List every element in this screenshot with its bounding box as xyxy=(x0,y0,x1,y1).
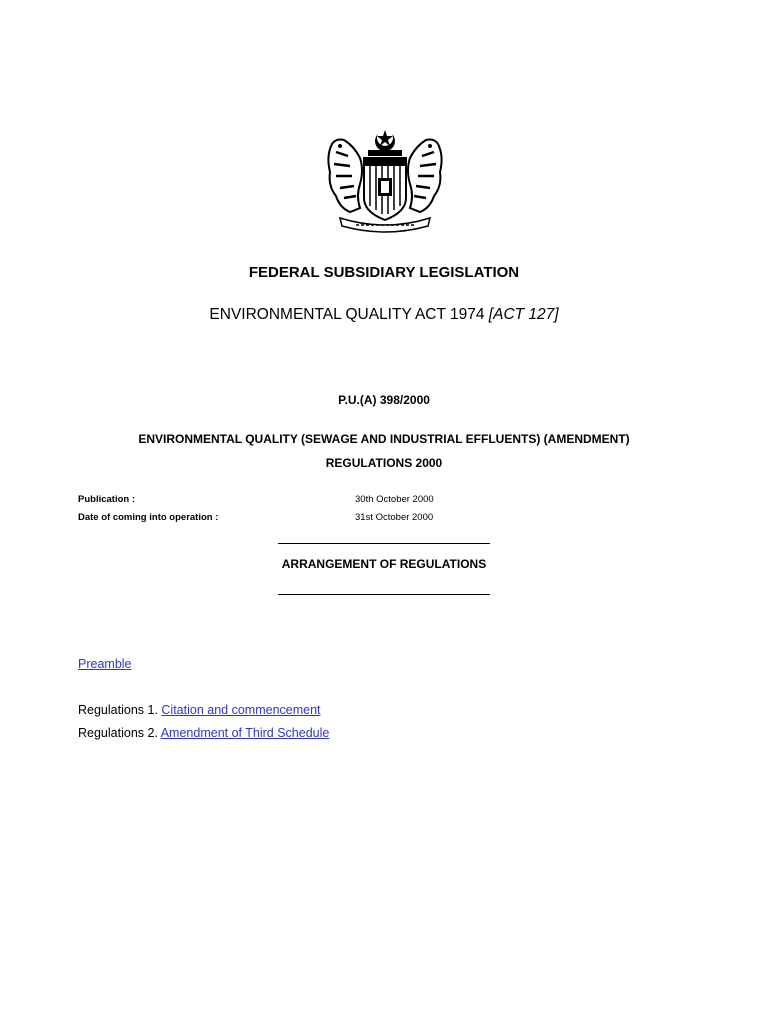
arrangement-heading: ARRANGEMENT OF REGULATIONS xyxy=(281,557,487,571)
act-reference: [ACT 127] xyxy=(488,306,559,323)
divider-bottom xyxy=(278,594,490,595)
instrument-number: P.U.(A) 398/2000 xyxy=(338,393,430,407)
regulation-title-line2: REGULATIONS 2000 xyxy=(325,456,443,470)
amendment-third-schedule-link[interactable]: Amendment of Third Schedule xyxy=(160,726,330,740)
act-name: ENVIRONMENTAL QUALITY ACT 1974 xyxy=(209,306,485,323)
coat-of-arms-emblem xyxy=(320,126,450,236)
act-title xyxy=(0,306,768,324)
operation-date: 31st October 2000 xyxy=(355,512,434,523)
toc-item xyxy=(78,726,329,740)
toc-item-prefix: Regulations 2. xyxy=(78,726,158,740)
legislation-heading: FEDERAL SUBSIDIARY LEGISLATION xyxy=(248,264,520,281)
operation-date-label: Date of coming into operation : xyxy=(78,512,219,523)
toc-item xyxy=(78,703,321,717)
publication-label: Publication : xyxy=(78,494,135,505)
preamble-entry xyxy=(78,657,132,671)
publication-date: 30th October 2000 xyxy=(355,494,434,505)
preamble-link[interactable]: Preamble xyxy=(78,657,132,671)
regulation-title-line1: ENVIRONMENTAL QUALITY (SEWAGE AND INDUSTRIAL EFFLUENTS) (AMENDMENT) xyxy=(138,432,630,446)
citation-commencement-link[interactable]: Citation and commencement xyxy=(161,703,321,717)
divider-top xyxy=(278,543,490,544)
toc-item-prefix: Regulations 1. xyxy=(78,703,158,717)
